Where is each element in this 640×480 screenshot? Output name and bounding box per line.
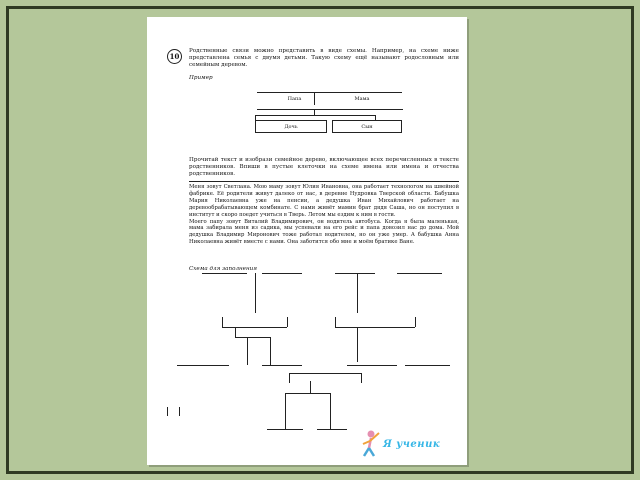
- student-mascot-icon: [359, 429, 385, 459]
- task-number-badge: 10: [167, 49, 182, 64]
- example-daughter-box: [255, 120, 327, 133]
- worksheet-page: [147, 17, 467, 465]
- example-son-box: [332, 120, 402, 133]
- parent-slot-3[interactable]: [347, 365, 397, 366]
- parent-slot-4[interactable]: [405, 365, 450, 366]
- right-branch-down: [357, 327, 358, 362]
- right-branch-left-drop: [335, 317, 336, 327]
- example-label: Пример: [189, 75, 213, 81]
- child-1-drop: [285, 393, 286, 429]
- children-bar: [285, 393, 330, 394]
- instruction-text: Прочитай текст и изобрази семейное дерево, включающее всех перечисленных в тексте родственников. Впиши в пустые клеточки на схеме имена или имена и отчества родственников.: [189, 157, 459, 178]
- scheme-label: Схема для заполнения: [189, 266, 257, 272]
- left-branch-bar: [222, 327, 287, 328]
- example-mother-label: Мама: [354, 96, 370, 102]
- left-grandparents-divider: [255, 273, 256, 313]
- parents-join-left: [289, 373, 290, 383]
- grandparent-slot-3[interactable]: [335, 273, 375, 274]
- left-branch-lower-bar: [235, 337, 270, 338]
- grandparent-slot-2[interactable]: [262, 273, 302, 274]
- child-slot-1[interactable]: [267, 429, 303, 430]
- example-parent-baseline: [257, 109, 403, 110]
- logo-text: Я ученик: [383, 439, 441, 450]
- parents-join-bar: [289, 373, 361, 374]
- left-branch-down: [247, 337, 248, 365]
- example-children-bar: [255, 115, 375, 116]
- parent-slot-1[interactable]: [177, 365, 229, 366]
- right-branch-bar: [335, 327, 415, 328]
- children-stem: [310, 381, 311, 393]
- right-grandparents-divider: [357, 273, 358, 313]
- margin-mark-1: [167, 407, 168, 416]
- left-branch-right-drop: [287, 317, 288, 327]
- example-father-box: [257, 92, 332, 105]
- example-mother-box: [322, 92, 402, 105]
- logo: [359, 429, 459, 459]
- example-son-label: Сын: [361, 123, 373, 130]
- story-text-block: [189, 181, 459, 246]
- grandparent-slot-1[interactable]: [202, 273, 247, 274]
- left-branch-stem: [235, 327, 236, 337]
- grandparent-slot-4[interactable]: [397, 273, 442, 274]
- parents-join-right: [361, 373, 362, 383]
- child-2-drop: [330, 393, 331, 429]
- left-branch-down-2: [270, 337, 271, 365]
- task-intro-text: Родственные связи можно представить в виде схемы. Например, на схеме ниже представлена семья с двумя детьми. Такую схему ещё называют родословным или семейным деревом.: [189, 48, 459, 69]
- story-paragraph-1: Меня зовут Светлана. Мою маму зовут Юлия Ивановна, она работает технологом на швейной фабрике. Её родители живут далеко от нас, в деревне Нудровка Тверской области. Бабушка Мария Николаевна уже на пенсии, а дедушка Иван Михайлович работает на деревообрабатывающем комбинате. С нами живёт мамин брат дядя Саша, но он поступил в институт и скоро поедет учиться в Тверь. Летом мы ездим к ним в гости.: [189, 184, 459, 218]
- example-daughter-label: Дочь: [284, 123, 298, 130]
- margin-mark-2: [179, 407, 180, 416]
- story-paragraph-2: Моего папу зовут Виталий Владимирович, он водитель автобуса. Когда я была маленькая, мама забирала меня из садика, мы успевали на его рейс и папа довозил нас до дома. Мой дедушка Владимир Миронович тоже работал водителем, но он уже умер. А бабушка Анна Николаевна живёт вместе с нами. Она заботится обо мне и моём братике Ване.: [189, 218, 459, 246]
- right-branch-right-drop: [415, 317, 416, 327]
- example-father-label: Папа: [287, 96, 302, 102]
- parent-slot-2[interactable]: [262, 365, 302, 366]
- example-marriage-line: [314, 93, 315, 105]
- left-branch-left-drop: [222, 317, 223, 327]
- child-slot-2[interactable]: [317, 429, 347, 430]
